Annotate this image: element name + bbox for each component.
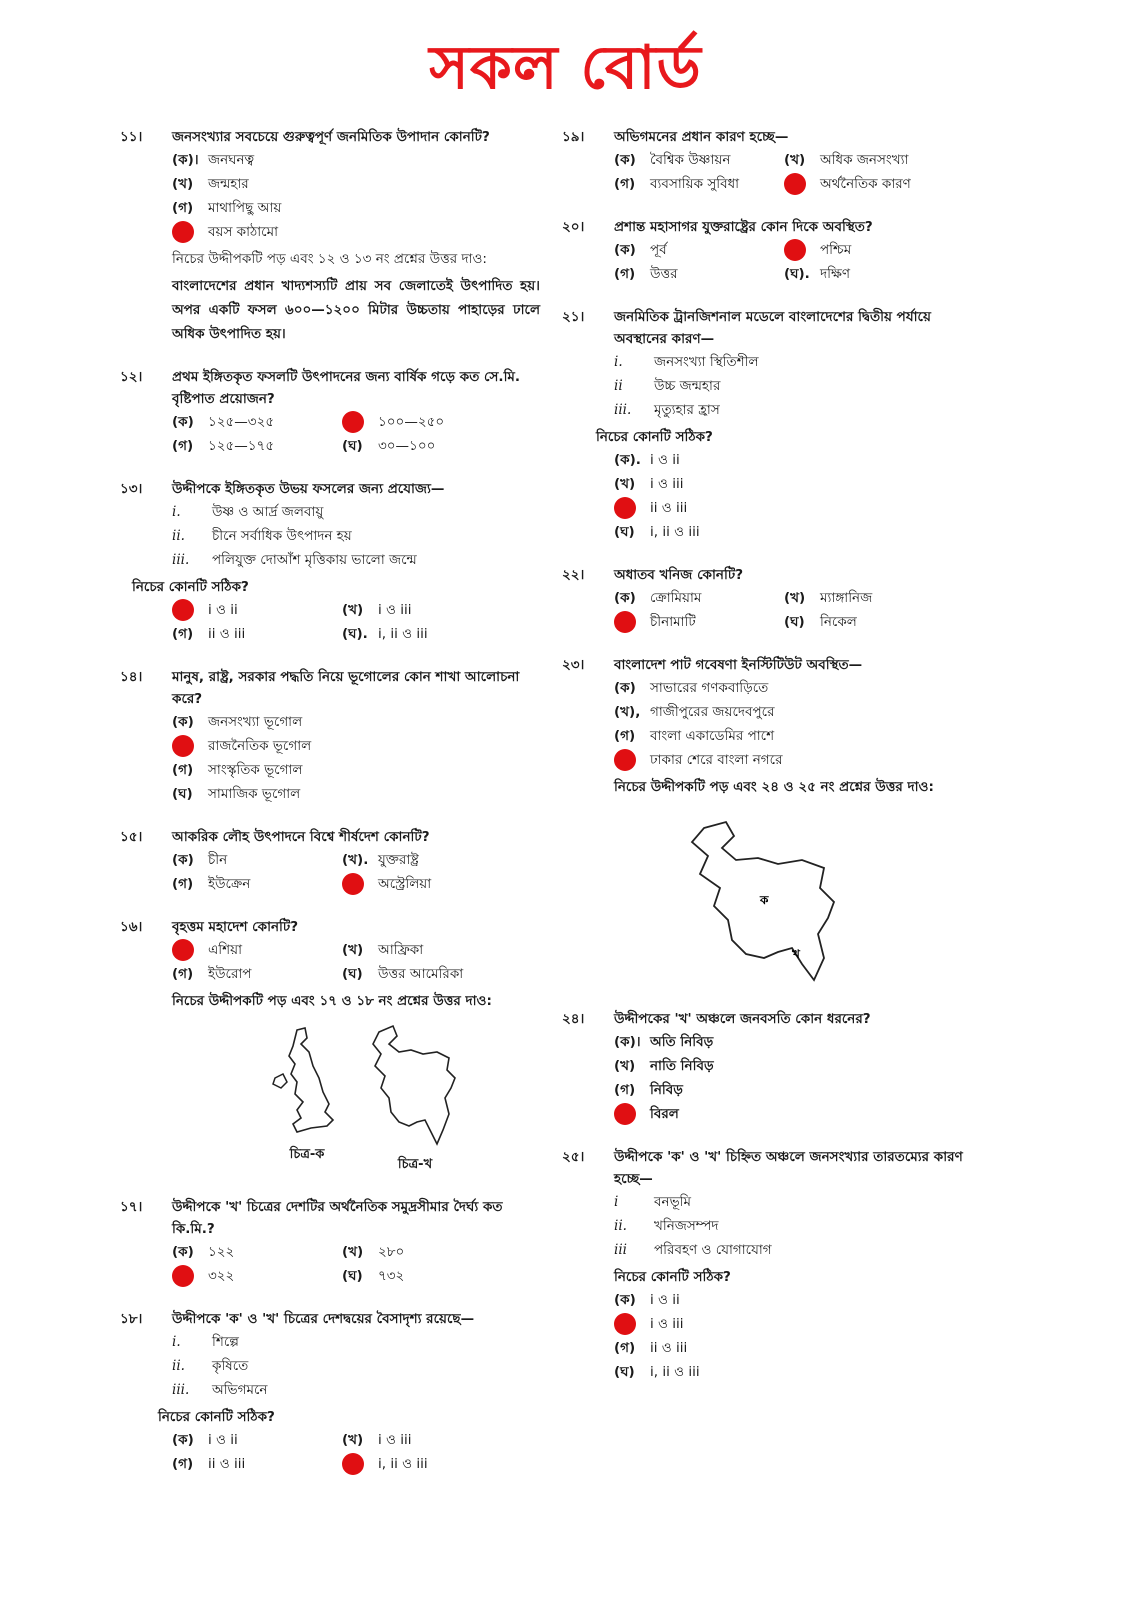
option[interactable]: (ক) বৈশ্বিক উষ্ণায়ন	[614, 152, 731, 168]
stimulus-instruction: নিচের উদ্দীপকটি পড় এবং ২৪ ও ২৫ নং প্রশ্নের উত্তর দাও:	[614, 779, 934, 795]
statement: ii. কৃষিতে	[172, 1358, 249, 1374]
option[interactable]: (ক)। জনঘনত্ব	[172, 152, 255, 168]
which-correct: নিচের কোনটি সঠিক?	[596, 429, 713, 445]
right-column	[562, 126, 982, 1404]
option[interactable]: (খ) অধিক জনসংখ্যা	[784, 152, 909, 168]
page-title: সকল বোর্ড	[429, 33, 702, 103]
statement: iii. অভিগমনে	[172, 1382, 268, 1398]
question-text: মানুষ, রাষ্ট্র, সরকার পদ্ধতি নিয়ে ভূগোলের কোন শাখা আলোচনা করে?	[172, 669, 520, 707]
option[interactable]: (ক) ক্রোমিয়াম	[614, 590, 702, 606]
figure-caption: চিত্র-খ	[397, 1157, 433, 1172]
option[interactable]: (গ) ব্যবসায়িক সুবিধা	[614, 176, 740, 192]
option[interactable]: (ঘ) ৩০—১০০	[342, 438, 436, 454]
question-19	[562, 126, 982, 196]
option-answer[interactable]: বয়স কাঠামো	[172, 220, 540, 244]
question-24	[562, 1008, 982, 1126]
uk-map-icon	[267, 1022, 347, 1142]
question-16	[120, 916, 540, 1176]
which-correct: নিচের কোনটি সঠিক?	[614, 1269, 731, 1285]
option-answer[interactable]: চীনামাটি	[614, 610, 784, 634]
stimulus-instruction: নিচের উদ্দীপকটি পড় এবং ১২ ও ১৩ নং প্রশ্নের উত্তর দাও:	[172, 251, 487, 267]
map-label-ka: ক	[760, 893, 769, 907]
question-13	[120, 478, 540, 646]
option[interactable]: (খ) জন্মহার	[172, 176, 249, 192]
question-text: আকরিক লৌহ উৎপাদনে বিশ্বে শীর্ষদেশ কোনটি?	[172, 829, 430, 845]
option[interactable]: (ঘ) নিকেল	[784, 614, 857, 630]
option[interactable]: (ঘ) উত্তর আমেরিকা	[342, 966, 464, 982]
which-correct: নিচের কোনটি সঠিক?	[158, 1409, 275, 1425]
question-text: জনমিতিক ট্রানজিশনাল মডেলে বাংলাদেশের দ্বিতীয় পর্যায়ে অবস্থানের কারণ—	[614, 309, 931, 347]
figure-kha	[365, 1022, 465, 1176]
statement: i. জনসংখ্যা স্থিতিশীল	[614, 354, 759, 370]
option[interactable]: (ঘ) সামাজিক ভূগোল	[172, 786, 301, 802]
option[interactable]: (ক) পূর্ব	[614, 242, 667, 258]
option[interactable]: (গ) নিবিড়	[614, 1082, 683, 1098]
option[interactable]: (গ) ইউক্রেন	[172, 876, 251, 892]
option[interactable]: (গ) ইউরোপ	[172, 966, 252, 982]
answer-marker-icon	[614, 1313, 636, 1335]
figure-caption: চিত্র-ক	[289, 1147, 325, 1162]
question-text: জনসংখ্যার সবচেয়ে গুরুত্বপূর্ণ জনমিতিক উপাদান কোনটি?	[172, 129, 490, 145]
option-answer[interactable]: এশিয়া	[172, 938, 342, 962]
option[interactable]: (ঘ) i, ii ও iii	[614, 1364, 700, 1380]
option[interactable]: (গ) মাথাপিছু আয়	[172, 200, 282, 216]
statement: iii পরিবহণ ও যোগাযোগ	[614, 1242, 772, 1258]
question-number: ১১।	[120, 129, 143, 145]
option[interactable]: (ক) চীন	[172, 852, 228, 868]
question-text: উদ্দীপকে 'খ' চিত্রের দেশটির অর্থনৈতিক সমুদ্রসীমার দৈর্ঘ্য কত কি.মি.?	[172, 1199, 503, 1237]
option[interactable]: (ঘ). i, ii ও iii	[342, 626, 428, 642]
option[interactable]: (ক) সাভারের গণকবাড়িতে	[614, 680, 769, 696]
question-21	[562, 306, 982, 544]
answer-marker-icon	[342, 873, 364, 895]
question-number: ২৫।	[562, 1149, 585, 1165]
option[interactable]: (ক) i ও ii	[172, 1432, 238, 1448]
answer-marker-icon	[172, 939, 194, 961]
left-column	[120, 126, 540, 1496]
option[interactable]: (খ) আফ্রিকা	[342, 942, 424, 958]
option[interactable]: (খ) i ও iii	[614, 476, 684, 492]
option[interactable]: (খ) i ও iii	[342, 602, 412, 618]
option-answer[interactable]: পশ্চিম	[784, 238, 974, 262]
which-correct: নিচের কোনটি সঠিক?	[132, 579, 249, 595]
statement: ii. খনিজসম্পদ	[614, 1218, 719, 1234]
map-label-kha: খ	[792, 947, 800, 961]
option[interactable]: (খ) i ও iii	[342, 1432, 412, 1448]
option[interactable]: (খ). যুক্তরাষ্ট্র	[342, 852, 419, 868]
option[interactable]: (ক). i ও ii	[614, 452, 680, 468]
question-text: উদ্দীপকের 'খ' অঞ্চলে জনবসতি কোন ধরনের?	[614, 1011, 871, 1027]
question-17	[120, 1196, 540, 1288]
option[interactable]: (ঘ) i, ii ও iii	[614, 524, 700, 540]
statement: ii উচ্চ জন্মহার	[614, 378, 721, 394]
question-text: প্রথম ইঙ্গিতকৃত ফসলটি উৎপাদনের জন্য বার্ষিক গড়ে কত সে.মি. বৃষ্টিপাত প্রয়োজন?	[172, 369, 521, 407]
question-number: ২১।	[562, 309, 585, 325]
answer-marker-icon	[614, 1103, 636, 1125]
option-answer[interactable]: বিরল	[614, 1102, 982, 1126]
option-answer[interactable]: অস্ট্রেলিয়া	[342, 872, 532, 896]
answer-marker-icon	[342, 411, 364, 433]
option[interactable]: (ঘ). দক্ষিণ	[784, 266, 851, 282]
question-22	[562, 564, 982, 634]
option[interactable]: (খ) ২৮০	[342, 1244, 405, 1260]
option[interactable]: (ক)। অতি নিবিড়	[614, 1034, 714, 1050]
option-answer[interactable]: রাজনৈতিক ভূগোল	[172, 734, 540, 758]
option[interactable]: (গ) উত্তর	[614, 266, 678, 282]
question-number: ১৪।	[120, 669, 143, 685]
question-number: ১৮।	[120, 1311, 143, 1327]
question-text: উদ্দীপকে 'ক' ও 'খ' চিত্রের দেশদ্বয়ের বৈসাদৃশ্য রয়েছে—	[172, 1311, 475, 1327]
option[interactable]: (গ) ii ও iii	[172, 1456, 246, 1472]
option-answer[interactable]: i ও iii	[614, 1312, 982, 1336]
question-25	[562, 1146, 982, 1384]
answer-marker-icon	[614, 749, 636, 771]
stimulus-text: বাংলাদেশের প্রধান খাদ্যশস্যটি প্রায় সব জেলাতেই উৎপাদিত হয়। অপর একটি ফসল ৬০০—১২০০ মিটার উচ্চতায় পাহাড়ের ঢালে অধিক উৎপাদিত হয়।	[172, 278, 540, 342]
question-text: প্রশান্ত মহাসাগর যুক্তরাষ্ট্রের কোন দিকে অবস্থিত?	[614, 219, 873, 235]
option[interactable]: (গ) ii ও iii	[172, 626, 246, 642]
statement: iii. পলিযুক্ত দোআঁশ মৃত্তিকায় ভালো জন্মে	[172, 552, 417, 568]
option-answer[interactable]: i ও ii	[172, 598, 342, 622]
question-20	[562, 216, 982, 286]
question-number: ২০।	[562, 219, 585, 235]
option[interactable]: (গ) ১২৫—১৭৫	[172, 438, 275, 454]
answer-marker-icon	[784, 173, 806, 195]
question-number: ২৩।	[562, 657, 585, 673]
answer-marker-icon	[172, 599, 194, 621]
question-number: ১২।	[120, 369, 143, 385]
option-answer[interactable]: অর্থনৈতিক কারণ	[784, 172, 974, 196]
option-answer[interactable]: i, ii ও iii	[342, 1452, 532, 1476]
figure-ka	[267, 1022, 347, 1176]
option[interactable]: (গ) বাংলা একাডেমির পাশে	[614, 728, 775, 744]
question-text: অভিগমনের প্রধান কারণ হচ্ছে—	[614, 129, 789, 145]
option-answer[interactable]: ঢাকার শেরে বাংলা নগরে	[614, 748, 982, 772]
question-number: ১৭।	[120, 1199, 143, 1215]
option[interactable]: (গ) সাংস্কৃতিক ভূগোল	[172, 762, 303, 778]
option[interactable]: (খ) ম্যাঙ্গানিজ	[784, 590, 873, 606]
question-text: বাংলাদেশ পাট গবেষণা ইনস্টিটিউট অবস্থিত—	[614, 657, 863, 673]
answer-marker-icon	[172, 221, 194, 243]
statement: i বনভূমি	[614, 1194, 691, 1210]
question-23	[562, 654, 982, 988]
question-number: ২৪।	[562, 1011, 585, 1027]
question-18	[120, 1308, 540, 1476]
option[interactable]: (ক) ১২২	[172, 1244, 235, 1260]
option[interactable]: (ক) জনসংখ্যা ভূগোল	[172, 714, 303, 730]
option[interactable]: (খ), গাজীপুরের জয়দেবপুরে	[614, 704, 775, 720]
option[interactable]: (গ) ii ও iii	[614, 1340, 688, 1356]
answer-marker-icon	[784, 239, 806, 261]
question-number: ১৬।	[120, 919, 143, 935]
question-12	[120, 366, 540, 458]
stimulus-figures	[192, 1022, 540, 1176]
option[interactable]: (খ) নাতি নিবিড়	[614, 1058, 714, 1074]
bangladesh-map-icon	[365, 1022, 465, 1152]
question-text: উদ্দীপকে ইঙ্গিতকৃত উভয় ফসলের জন্য প্রযোজ্য—	[172, 481, 445, 497]
statement: i. শিল্পে	[172, 1334, 239, 1350]
bangladesh-region-map-icon	[674, 808, 864, 988]
statement: ii. চীনে সর্বাধিক উৎপাদন হয়	[172, 528, 352, 544]
question-15	[120, 826, 540, 896]
option[interactable]: (ক) ১২৫—৩২৫	[172, 414, 275, 430]
question-number: ২২।	[562, 567, 585, 583]
answer-marker-icon	[614, 611, 636, 633]
question-14	[120, 666, 540, 806]
question-text: বৃহত্তম মহাদেশ কোনটি?	[172, 919, 299, 935]
option[interactable]: (ক) i ও ii	[614, 1292, 680, 1308]
answer-marker-icon	[172, 1265, 194, 1287]
answer-marker-icon	[614, 497, 636, 519]
question-text: উদ্দীপকে 'ক' ও 'খ' চিহ্নিত অঞ্চলে জনসংখ্যার তারতম্যের কারণ হচ্ছে—	[614, 1149, 963, 1187]
question-number: ১৯।	[562, 129, 585, 145]
question-11	[120, 126, 540, 346]
statement: iii. মৃত্যুহার হ্রাস	[614, 402, 720, 418]
question-number: ১৫।	[120, 829, 143, 845]
option-answer[interactable]: ii ও iii	[614, 496, 982, 520]
question-number: ১৩।	[120, 481, 143, 497]
option-answer[interactable]: ১০০—২৫০	[342, 410, 532, 434]
option[interactable]: (ঘ) ৭৩২	[342, 1268, 405, 1284]
stimulus-map	[674, 808, 982, 988]
answer-marker-icon	[172, 735, 194, 757]
statement: i. উষ্ণ ও আর্দ্র জলবায়ু	[172, 504, 324, 520]
option-answer[interactable]: ৩২২	[172, 1264, 342, 1288]
stimulus-instruction: নিচের উদ্দীপকটি পড় এবং ১৭ ও ১৮ নং প্রশ্নের উত্তর দাও:	[172, 993, 492, 1009]
answer-marker-icon	[342, 1453, 364, 1475]
question-text: অধাতব খনিজ কোনটি?	[614, 567, 744, 583]
